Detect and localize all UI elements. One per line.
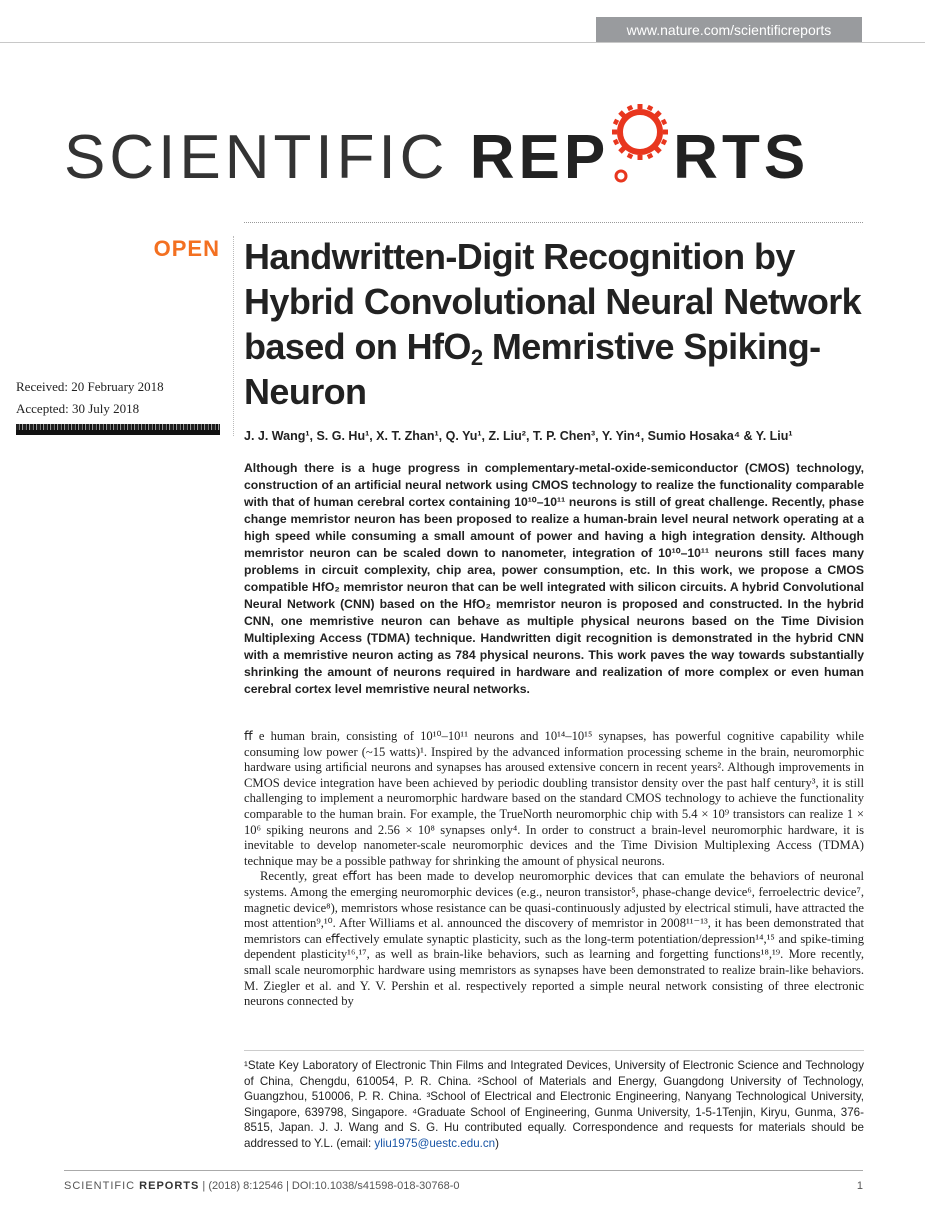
title-text-2: Memristive Spiking-Neuron bbox=[244, 326, 821, 412]
title-text-1: Handwritten-Digit Recognition by Hybrid Convolutional Neural Network based on HfO bbox=[244, 236, 862, 367]
affiliations-close: ) bbox=[495, 1136, 499, 1150]
footer-citation bbox=[64, 1180, 459, 1192]
accepted-date: Accepted: 30 July 2018 bbox=[16, 401, 140, 416]
body-paragraph-1: ﬀ e human brain, consisting of 10¹⁰–10¹¹ neurons and 10¹⁴–10¹⁵ synapses, has powerful cognitive capability while consuming low power (~15 watts)¹. Inspired by the advanced information processing scheme in the brain, neuromorphic hardware using artiﬁcial neurons and synapses has aroused extensive concern in recent years². Although improvements in CMOS device integration have been achieved by periodic doubling transistor density over the past half century³, it is still challenging to implement a neuromorphic hardware based on the standard CMOS technology to achieve the functionality comparable to the human brain. For example, the TrueNorth neuromorphic chip with 5.4 × 10⁹ transistors can realize 1 × 10⁶ spiking neurons and 2.56 × 10⁸ synapses only⁴. In order to construct a brain-level neuromorphic hardware, it is inevitable to develop nanometer-scale neuromorphic devices and the Time Division Multiplexing Access (TDMA) technique may be a possible pathway for shrinking the amount of physical neurons. bbox=[244, 729, 864, 868]
title-subscript: 2 bbox=[470, 345, 483, 370]
footer-journal-bold: REPORTS bbox=[139, 1180, 200, 1192]
logo-scientific: SCIENTIFIC bbox=[64, 123, 470, 192]
journal-logo bbox=[64, 96, 864, 206]
page-number: 1 bbox=[856, 1180, 863, 1192]
journal-url[interactable]: www.nature.com/scientificreports bbox=[596, 17, 862, 43]
article-dates bbox=[16, 376, 226, 420]
correspondence-email-link[interactable]: yliu1975@uestc.edu.cn bbox=[374, 1136, 496, 1150]
footer-doi[interactable]: | (2018) 8:12546 | DOI:10.1038/s41598-018-30768-0 bbox=[199, 1180, 460, 1192]
article-title bbox=[244, 234, 884, 414]
body-text bbox=[244, 729, 864, 1010]
footer-journal-thin: SCIENTIFIC bbox=[64, 1180, 140, 1192]
footer-journal bbox=[64, 1180, 199, 1192]
open-access-label: OPEN bbox=[153, 236, 220, 261]
footer-rule bbox=[64, 1170, 863, 1171]
logo-rts: RTS bbox=[673, 123, 810, 192]
body-paragraph-2: Recently, great eﬀort has been made to develop neuromorphic devices that can emulate the behaviors of neuronal systems. Among the emerging neuromorphic devices (e.g., neuron transistor⁵, phase-change device⁶, ferroelectric device⁷, magnetic device⁸), memristors whose resistance can be quasi-continuously adjusted by electrical stimuli, have attracted the most attention⁹,¹⁰. After Williams et al. announced the discovery of memristor in 2008¹¹⁻¹³, it has been demonstrated that memristors can eﬀectively emulate synaptic plasticity, such as the long-term potentiation/depression¹⁴,¹⁵ and spike-timing dependent plasticity¹⁶,¹⁷, as well as brain-like behaviors, such as learning and forgetting functions¹⁸,¹⁹. More recently, small scale neuromorphic hardware using memristors as synapses have been demonstrated to realize brain-like behaviors. M. Ziegler et al. and Y. V. Pershin et al. respectively reported a simple neural network consisting of three electronic neurons connected by bbox=[244, 869, 864, 1009]
abstract: Although there is a huge progress in complementary-metal-oxide-semiconductor (CMOS) technology, construction of an artificial neural network using CMOS technology to realize the functionality comparable with that of human cerebral cortex containing 10¹⁰–10¹¹ neurons is still of great challenge. Recently, phase change memristor neuron has been proposed to realize a human-brain level neural network operating at a high speed while consuming a small amount of power and having a high integration density. Although memristor neuron can be scaled down to nanometer, integration of 10¹⁰–10¹¹ neurons still faces many problems in circuit complexity, chip area, power consumption, etc. In this work, we propose a CMOS compatible HfO₂ memristor neuron that can be well integrated with silicon circuits. A hybrid Convolutional Neural Network (CNN) based on the HfO₂ memristor neuron is proposed and constructed. In the hybrid CNN, one memristive neuron can behave as multiple physical neurons based on the Time Division Multiplexing Access (TDMA) technique. Handwritten digit recognition is demonstrated in the hybrid CNN with a memristive neuron acting as 784 physical neurons. This work paves the way towards substantially shrinking the amount of neurons required in hardware and realization of more complex or even human cerebral cortex level memristive neural networks. bbox=[244, 461, 864, 696]
author-list: J. J. Wang¹, S. G. Hu¹, X. T. Zhan¹, Q. Yu¹, Z. Liu², T. P. Chen³, Y. Yin⁴, Sumio Hosaka⁴ & Y. Liu¹ bbox=[244, 429, 793, 443]
header-rule bbox=[0, 42, 925, 43]
received-date: Received: 20 February 2018 bbox=[16, 379, 164, 394]
affiliations-rule bbox=[244, 1050, 864, 1051]
affiliations-text: ¹State Key Laboratory of Electronic Thin Films and Integrated Devices, University of Electronic Science and Technology of China, Chengdu, 610054, P. R. China. ²School of Materials and Energy, Guangdong University of Technology, Guangzhou, 510006, P. R. China. ³School of Electrical and Electronic Engineering, Nanyang Technological University, Singapore, 639798, Singapore. ⁴Graduate School of Engineering, Gunma University, 1-5-1Tenjin, Kiryu, Gunma, 376-8515, Japan. J. J. Wang and S. G. Hu contributed equally. Correspondence and requests for materials should be addressed to Y.L. (email: bbox=[244, 1059, 864, 1150]
sidebar-divider bbox=[233, 236, 234, 436]
logo-rep: REP bbox=[469, 123, 610, 192]
title-dotted-rule bbox=[244, 222, 863, 223]
affiliations bbox=[244, 1058, 864, 1152]
gear-logo-icon bbox=[609, 96, 673, 186]
date-solid-bar bbox=[16, 430, 220, 435]
